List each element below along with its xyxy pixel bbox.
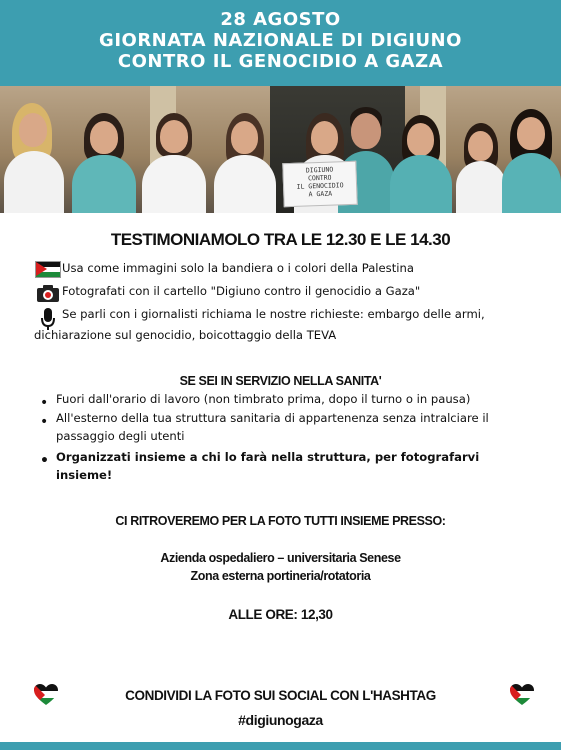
instruction-flag (34, 258, 414, 279)
header-title-line: GIORNATA NAZIONALE DI DIGIUNO (99, 30, 462, 51)
photo-person (388, 115, 454, 213)
photo-person (2, 103, 66, 213)
bullet-text-cont: passaggio degli utenti (56, 429, 185, 443)
palestine-heart-icon (510, 684, 534, 706)
meeting-title: CI RITROVEREMO PER LA FOTO TUTTI INSIEME PRESSO: (115, 514, 446, 528)
instruction-text: Usa come immagini solo la bandiera o i colori della Palestina (62, 261, 414, 275)
instruction-text: Se parli con i giornalisti richiama le nostre richieste: embargo delle armi, (62, 307, 485, 321)
bullet-text: Organizzati insieme a chi lo farà nella struttura, per fotografarvi (56, 450, 480, 464)
bullet-text: Fuori dall'orario di lavoro (non timbrato prima, dopo il turno o in pausa) (56, 392, 471, 406)
meeting-zone: Zona esterna portineria/rotatoria (190, 569, 371, 583)
instruction-camera (34, 281, 420, 303)
share-instruction: CONDIVIDI LA FOTO SUI SOCIAL CON L'HASHTAG (125, 688, 436, 703)
photo-person (68, 113, 138, 213)
instruction-text-cont: dichiarazione sul genocidio, boicottaggio della TEVA (34, 328, 337, 342)
instruction-text: Fotografati con il cartello "Digiuno contro il genocidio a Gaza" (62, 284, 421, 298)
header-subtitle-line: CONTRO IL GENOCIDIO A GAZA (117, 51, 444, 72)
bottom-bar (0, 742, 561, 750)
testimony-title: TESTIMONIAMOLO TRA LE 12.30 E LE 14.30 (110, 230, 451, 249)
photo-person (210, 113, 278, 213)
palestine-flag-icon (35, 261, 61, 278)
protest-sign: DIGIUNO CONTRO IL GENOCIDIO A GAZA (282, 161, 357, 208)
meeting-time: ALLE ORE: 12,30 (228, 607, 333, 622)
bullet-text: All'esterno della tua struttura sanitaria di appartenenza senza intralciare il (56, 411, 489, 425)
group-photo (0, 86, 561, 213)
header-banner (0, 0, 561, 86)
photo-person (138, 113, 208, 213)
hashtag: #digiunogaza (238, 712, 323, 728)
camera-icon (36, 284, 60, 303)
bullet-text-cont: insieme! (56, 468, 113, 482)
instruction-microphone (34, 304, 485, 346)
sanita-title: SE SEI IN SERVIZIO NELLA SANITA' (179, 374, 382, 388)
photo-person (456, 123, 506, 213)
header-date: 28 AGOSTO (220, 9, 341, 30)
photo-person (500, 109, 561, 213)
sanita-bullet: • Organizzati insieme a chi lo farà nella struttura, per fotografarvi insieme! (40, 450, 480, 482)
meeting-place: Azienda ospedaliero – universitaria Senese (160, 551, 401, 565)
sanita-bullet: • All'esterno della tua struttura sanitaria di appartenenza senza intralciare il passaggio degli utenti (40, 411, 489, 443)
sanita-bullet: • Fuori dall'orario di lavoro (non timbrato prima, dopo il turno o in pausa) (40, 392, 471, 411)
